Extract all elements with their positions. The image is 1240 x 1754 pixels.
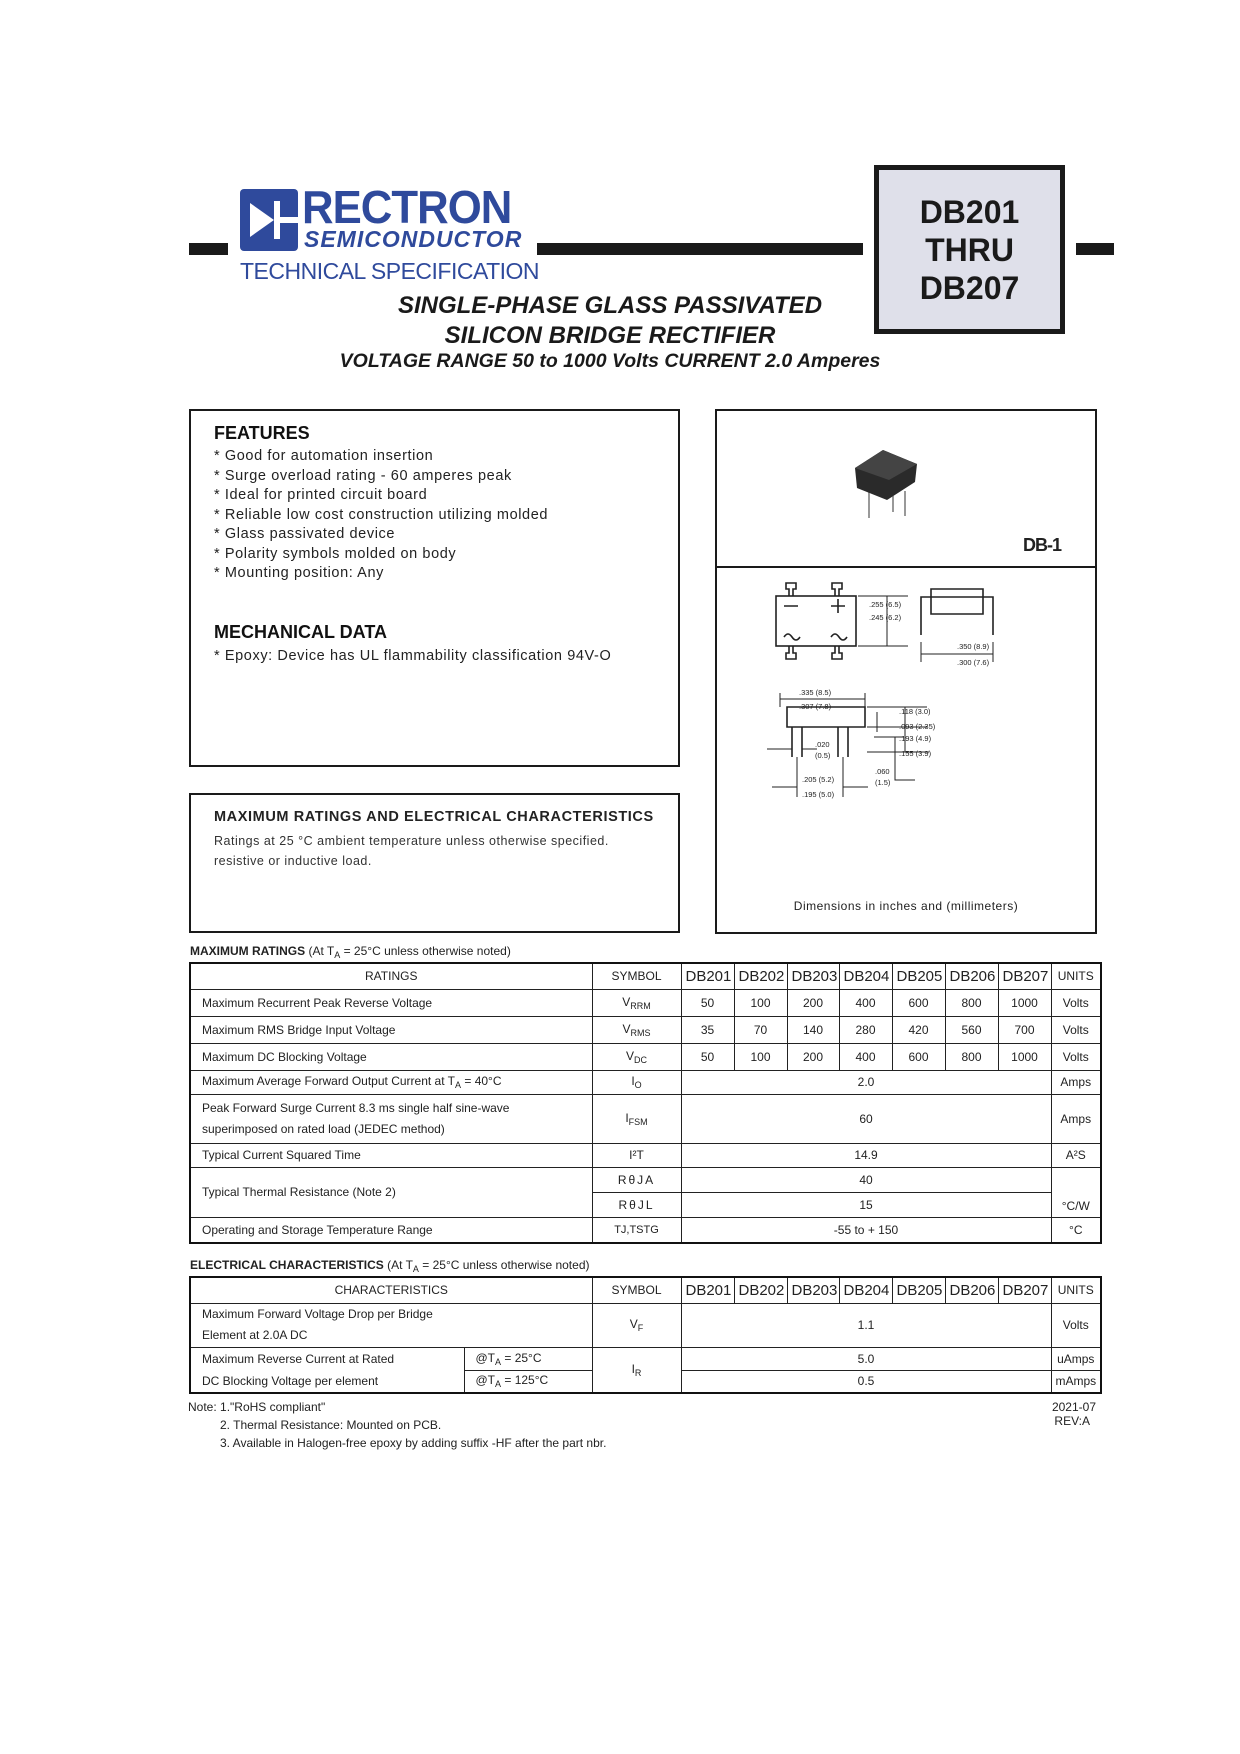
dim-e2: (0.5) [815, 751, 831, 760]
revision-label: REV:A [1054, 1414, 1090, 1428]
electrical-table [189, 1276, 1102, 1394]
dim-e1: .020 [815, 740, 830, 749]
dim-b2: .300 (7.6) [957, 658, 990, 667]
table-row: Maximum Reverse Current at Rated $@T_A = 25^\circ C$ $I_R$ 5.0 uAmps [190, 1347, 1101, 1370]
features-title: FEATURES [214, 423, 310, 443]
revision-date: 2021-07 [1051, 1400, 1096, 1414]
table-header: CHARACTERISTICS SYMBOL DB201 DB202 DB203 DB204 DB205 DB206 DB207 UNITS [190, 1277, 1101, 1303]
ratings-note-box [189, 793, 680, 933]
table-header: RATINGS SYMBOL DB201 DB202 DB203 DB204 DB205 DB206 DB207 UNITS [190, 963, 1101, 989]
max-ratings-table [189, 962, 1102, 1244]
title-line-2: SILICON BRIDGE RECTIFIER [444, 322, 776, 349]
table-row: Maximum Average Forward Output Current at $T_A = 40^\circ C$ $I_O$ 2.0 Amps [190, 1070, 1101, 1094]
mechanical-item: * Epoxy: Device has UL flammability classification 94V-O [214, 648, 612, 664]
max-ratings-label: MAXIMUM RATINGS (At $T_A = 25^\circ C$ unless otherwise noted) [190, 944, 511, 960]
ratings-note-title: MAXIMUM RATINGS AND ELECTRICAL CHARACTERISTICS [214, 809, 654, 825]
table-row: Maximum DC Blocking Voltage $V_{DC}$ 50 100 200 400 600 800 1000 Volts [190, 1043, 1101, 1070]
dim-a2: .245 (6.2) [869, 613, 902, 622]
note-3: 3. Available in Halogen-free epoxy by adding suffix -HF after the part nbr. [220, 1436, 607, 1450]
part-last: DB207 [919, 269, 1020, 306]
dim-f1: .060 [875, 767, 890, 776]
note-2: 2. Thermal Resistance: Mounted on PCB. [220, 1418, 442, 1432]
table-row: Maximum Forward Voltage Drop per Bridge Element at 2.0A DC $V_F$ 1.1 Volts [190, 1303, 1101, 1347]
header-rule-left [189, 243, 228, 255]
feature-item: * Reliable low cost construction utilizing molded [214, 506, 549, 523]
feature-item: * Polarity symbols molded on body [214, 545, 457, 562]
part-first: DB201 [919, 193, 1020, 230]
brand-name: RECTRON [302, 181, 512, 233]
dimension-drawing [717, 569, 1097, 869]
dim-a1: .255 (6.5) [869, 600, 902, 609]
table-row: Maximum Recurrent Peak Reverse Voltage $V_{RRM}$ 50 100 200 400 600 800 1000 Volts [190, 989, 1101, 1016]
diagram-divider [717, 566, 1095, 568]
table-row: Typical Thermal Resistance (Note 2) RθJA 40 °C/W [190, 1167, 1101, 1192]
mechanical-title: MECHANICAL DATA [214, 622, 387, 642]
diode-logo-icon [240, 189, 298, 251]
table-row: Typical Current Squared Time I²T 14.9 A²S [190, 1143, 1101, 1167]
header-rule-middle [537, 243, 863, 255]
features-list [214, 447, 548, 584]
header-rule-right [1076, 243, 1114, 255]
title-line-1: SINGLE-PHASE GLASS PASSIVATED [397, 292, 823, 319]
rectron-logo [238, 181, 540, 286]
electrical-label: ELECTRICAL CHARACTERISTICS (At $T_A = 25^\circ C$ unless otherwise noted) [190, 1258, 590, 1274]
table-row: Peak Forward Surge Current 8.3 ms single half sine-wave superimposed on rated load (JEDEC method) $I_{FSM}$ 60 Amps [190, 1094, 1101, 1143]
note-1: Note: 1."RoHS compliant" [188, 1400, 326, 1414]
package-diagram-box [715, 409, 1097, 934]
feature-item: * Good for automation insertion [214, 448, 434, 464]
tech-spec-label: TECHNICAL SPECIFICATION [240, 258, 540, 284]
ratings-note-line1: Ratings at 25 °C ambient temperature unless otherwise specified. [214, 834, 609, 848]
dim-c1: .335 (8.5) [799, 688, 832, 697]
dim-g1: .205 (5.2) [802, 775, 835, 784]
part-thru: THRU [925, 231, 1014, 268]
package-name: DB-1 [1022, 535, 1061, 555]
title-line-3: VOLTAGE RANGE 50 to 1000 Volts CURRENT 2.0 Amperes [339, 350, 881, 372]
feature-item: * Mounting position: Any [214, 565, 384, 581]
dim-g2: .195 (5.0) [802, 790, 835, 799]
table-row: Maximum RMS Bridge Input Voltage $V_{RMS}$ 35 70 140 280 420 560 700 Volts [190, 1016, 1101, 1043]
dimensions-caption: Dimensions in inches and (millimeters) [793, 899, 1019, 913]
dim-f2: (1.5) [875, 778, 891, 787]
brand-subtitle: SEMICONDUCTOR [304, 226, 523, 252]
dim-d4: .155 (3.9) [899, 749, 932, 758]
ratings-note-line2: resistive or inductive load. [214, 854, 372, 868]
dim-b1: .350 (8.9) [957, 642, 990, 651]
package-photo-icon [847, 446, 927, 521]
feature-item: * Ideal for printed circuit board [214, 487, 428, 503]
dim-c2: .307 (7.8) [799, 702, 832, 711]
table-row: DC Blocking Voltage per element $@T_A = 125^\circ C$ 0.5 mAmps [190, 1370, 1101, 1393]
table-row: Operating and Storage Temperature Range TJ,TSTG -55 to + 150 °C [190, 1217, 1101, 1243]
features-box [189, 409, 680, 767]
dim-d3: .193 (4.9) [899, 734, 932, 743]
table-row: RθJL 15 [190, 1192, 1101, 1217]
dim-d2: .093 (2.35) [899, 722, 936, 731]
dim-d1: .118 (3.0) [899, 707, 931, 716]
feature-item: * Surge overload rating - 60 amperes peak [214, 467, 512, 484]
feature-item: * Glass passivated device [214, 526, 396, 542]
